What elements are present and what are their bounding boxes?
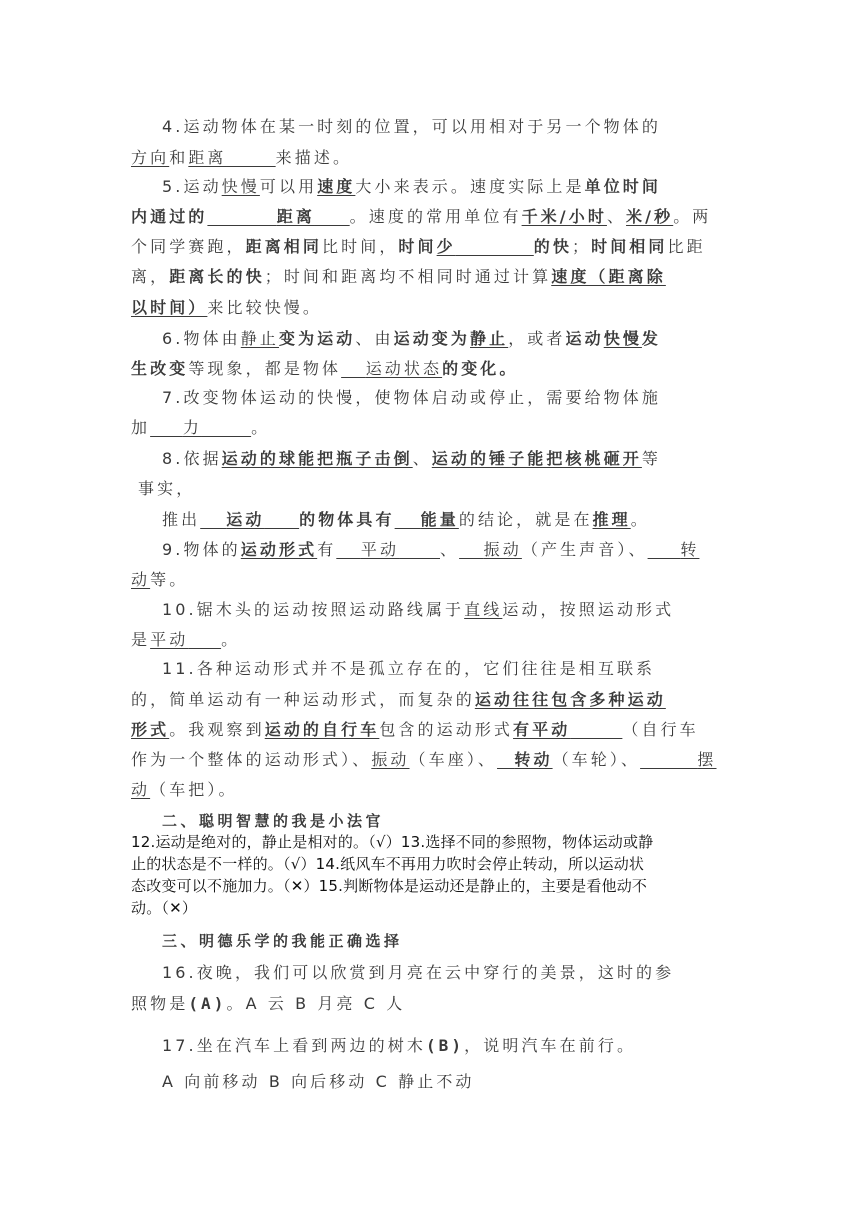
q11-answer-bicycle: 运动的自行车 xyxy=(264,720,380,739)
q6-answer-rest-2: 静止 xyxy=(470,329,509,348)
q5-line-5: 以时间）来比较快慢。 xyxy=(131,298,323,317)
q4-text: 4.运动物体在某一时刻的位置，可以用相对于另一个物体的 xyxy=(162,117,661,136)
q8-line-2: 事实， xyxy=(138,479,196,498)
q8-answer-fact-2: 运动的锤子能把核桃砸开 xyxy=(431,449,642,468)
q6-answer-speed: 快慢 xyxy=(603,329,642,348)
section-2-heading: 二、聪明智慧的我是小法官 xyxy=(162,812,385,830)
q4-answer-distance: 距离 xyxy=(188,148,227,167)
q16-line-2: 照物是(A)。A 云 B 月亮 C 人 xyxy=(131,994,406,1013)
q5-answer-speed-concept: 快慢 xyxy=(221,177,260,196)
q4-line-2 xyxy=(131,145,731,168)
tf-line-3: 态改变可以不施加力。（✕）15.判断物体是运动还是静止的，主要是看他动不 xyxy=(131,877,648,895)
q9-answer-forms: 运动形式 xyxy=(240,540,318,559)
q8-answer-energy: 能量 xyxy=(420,510,459,529)
q6-line-1: 6.物体由静止变为运动、由运动变为静止，或者运动快慢发 xyxy=(162,329,662,348)
q7-line-2: 加 力 。 xyxy=(131,418,271,437)
q11-line-4: 作为一个整体的运动形式）、振动（车座）、 转动（车轮）、 摆 xyxy=(131,750,717,769)
q11-answer-vibration: 振动 xyxy=(371,750,410,769)
q10-answer-translation: 平动 xyxy=(150,630,189,649)
q4-text: 和 xyxy=(169,148,189,167)
q11-answer-swing-cont: 动 xyxy=(131,780,151,799)
q11-line-1: 11.各种运动形式并不是孤立存在的，它们往往是相互联系 xyxy=(162,659,656,678)
q16-line-1: 16.夜晚，我们可以欣赏到月亮在云中穿行的美景，这时的参 xyxy=(162,963,675,982)
q11-answer-swing: 摆 xyxy=(697,750,717,769)
q8-answer-fact-1: 运动的球能把瓶子击倒 xyxy=(221,449,413,468)
q11-answer-translation: 有平动 xyxy=(513,720,571,739)
q17-answer: (B) xyxy=(425,1036,465,1055)
q4-line-1 xyxy=(162,114,762,137)
q5-answer-less: 少 xyxy=(436,237,456,256)
q5-answer-compute-cont: 以时间） xyxy=(131,298,208,317)
tf-line-1: 12.运动是绝对的，静止是相对的。（√）13.选择不同的参照物，物体运动或静 xyxy=(131,833,654,851)
q17-line-1: 17.坐在汽车上看到两边的树木(B)，说明汽车在前行。 xyxy=(162,1036,637,1055)
q5-line-4: 离，距离长的快；时间和距离均不相同时通过计算速度（距离除 xyxy=(131,267,666,286)
q4-answer-direction: 方向 xyxy=(131,148,170,167)
q6-answer-state: 运动状态 xyxy=(365,359,443,378)
q17-options: A 向前移动 B 向后移动 C 静止不动 xyxy=(162,1072,475,1091)
q5-answer-unit-1: 千米/小时 xyxy=(521,207,607,226)
q5-answer-speed: 速度 xyxy=(317,177,356,196)
q5-line-3: 个同学赛跑，距离相同比时间，时间少 的快；时间相同比距 xyxy=(131,237,706,256)
q9-answer-vibration: 振动 xyxy=(483,540,522,559)
section-3-heading: 三、明德乐学的我能正确选择 xyxy=(162,932,403,950)
q9-answer-rotation: 转 xyxy=(680,540,700,559)
q9-answer-rotation-cont: 动 xyxy=(131,570,151,589)
q7-line-1: 7.改变物体运动的快慢，使物体启动或停止，需要给物体施 xyxy=(162,388,661,407)
q5-answer-compute: 速度（距离除 xyxy=(551,267,666,286)
q8-line-1: 8.依据运动的球能把瓶子击倒、运动的锤子能把核桃砸开等 xyxy=(162,449,662,468)
q5-line-2: 内通过的 距离 。速度的常用单位有千米/小时、米/秒。两 xyxy=(131,207,712,226)
q5-answer-distance: 距离 xyxy=(276,207,315,226)
q11-line-2: 的，简单运动有一种运动形式，而复杂的运动往往包含多种运动 xyxy=(131,690,666,709)
q11-line-3: 形式。我观察到运动的自行车包含的运动形式有平动 （自行车 xyxy=(131,720,699,739)
q10-answer-straight: 直线 xyxy=(464,600,503,619)
q17-line-2 xyxy=(162,1069,762,1092)
q10-line-1: 10.锯木头的运动按照运动路线属于直线运动，按照运动形式 xyxy=(162,600,675,619)
tf-line-4: 动。（✕） xyxy=(131,899,198,917)
q9-line-2: 动等。 xyxy=(131,570,189,589)
q6-answer-rest: 静止 xyxy=(240,329,279,348)
q9-line-1: 9.物体的运动形式有 平动 、 振动（产生声音）、 转 xyxy=(162,540,700,559)
q6-line-2: 生改变等现象，都是物体 运动状态的变化。 xyxy=(131,359,519,378)
q5-line-1: 5.运动快慢可以用速度大小来表示。速度实际上是单位时间 xyxy=(162,177,661,196)
q10-line-2: 是平动 。 xyxy=(131,630,241,649)
q9-answer-translation: 平动 xyxy=(360,540,400,559)
tf-line-2: 止的状态是不一样的。（√）14.纸风车不再用力吹时会停止转动，所以运动状 xyxy=(131,855,645,873)
q8-answer-reasoning: 推理 xyxy=(592,510,631,529)
q4-text: 来描述。 xyxy=(275,148,353,167)
q5-answer-unit-2: 米/秒 xyxy=(626,207,674,226)
q8-answer-moving: 运动 xyxy=(226,510,265,529)
q8-line-3: 推出 运动 的物体具有 能量的结论，就是在推理。 xyxy=(162,510,650,529)
q16-answer: (A) xyxy=(188,994,227,1013)
q11-answer-forms: 形式 xyxy=(131,720,170,739)
q11-answer-rotation: 转动 xyxy=(514,750,553,769)
q11-line-5: 动（车把）。 xyxy=(131,780,238,799)
q7-answer-force: 力 xyxy=(182,418,202,437)
q11-answer-complex: 运动往往包含多种运动 xyxy=(474,690,666,709)
